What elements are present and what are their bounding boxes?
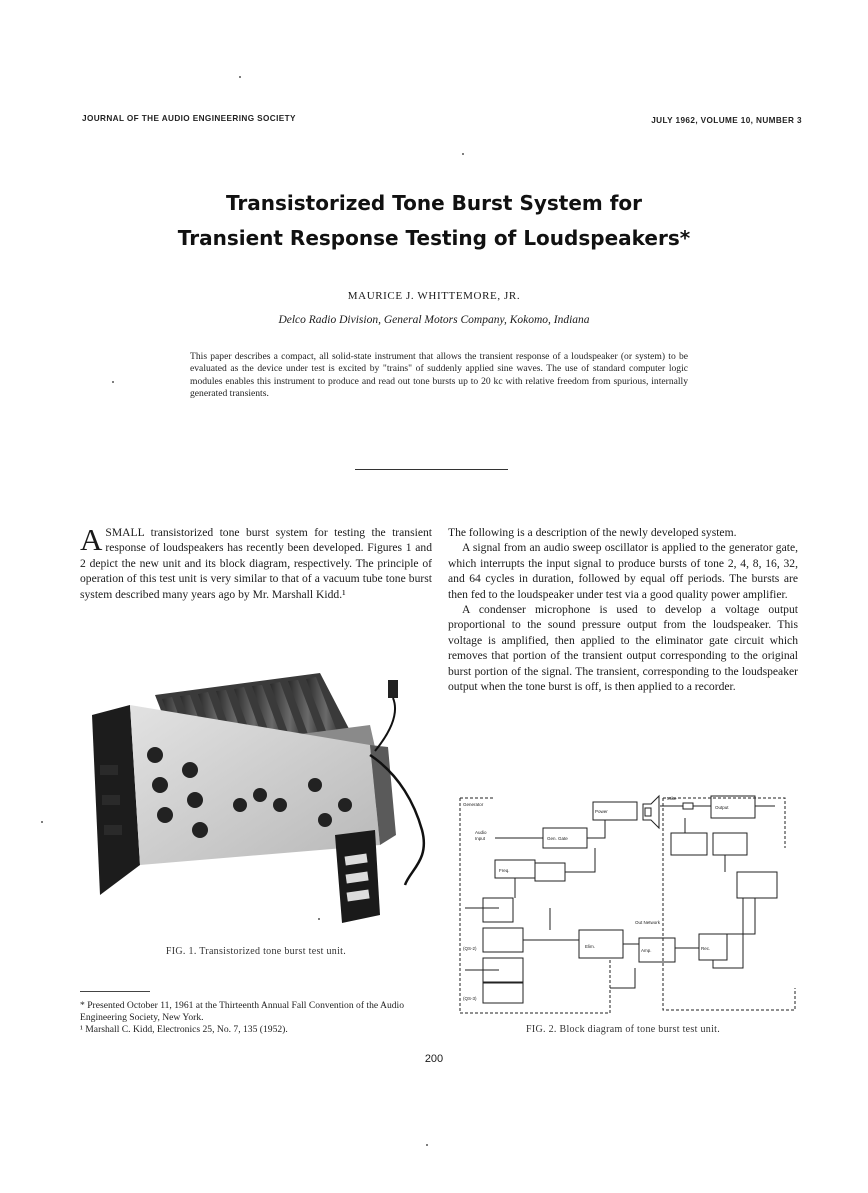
svg-text:Mike: Mike [667,796,677,801]
figure-2-block-diagram [455,788,800,1016]
affiliation: Delco Radio Division, General Motors Company, Kokomo, Indiana [278,314,590,326]
title-line-2: Transient Response Testing of Loudspeakers* [177,226,691,250]
svg-text:Input: Input [475,836,486,841]
right-para-3: A condenser microphone is used to develop a voltage output proportional to the sound pressure output from the loudspeaker. This voltage is amplified, then applied to the eliminator gate circuit which removes that portion of the transient output corresponding to the original burst portion of the signal. The transient, corresponding to the loudspeaker output when the tone burst is off, is then applied to a recorder. [448,603,798,694]
svg-text:Gen. Gate: Gen. Gate [547,836,568,841]
abstract: This paper describes a compact, all solid-state instrument that allows the transient response of a loudspeaker (or system) to be evaluated as the device under test is excited by "trains" of suddenly applied sine waves. The use of standard computer logic modules enables this instrument to produce and read out tone bursts up to 20 kc with relative freedom from spurious, internally generated transients. [190,351,688,399]
figure-1-caption: FIG. 1. Transistorized tone burst test unit. [165,946,347,957]
footnote-2: ¹ Marshall C. Kidd, Electronics 25, No. 7, 135 (1952). [80,1024,288,1035]
svg-text:Freq.: Freq. [499,868,510,873]
svg-text:Power: Power [595,809,608,814]
right-para-1: The following is a description of the newly developed system. [448,526,737,539]
right-para-2: A signal from an audio sweep oscillator is applied to the generator gate, which interrupts the input signal to produce bursts of tone 2, 4, 8, 16, 32, and 64 cycles in duration, followed by equal off periods. The bursts are then fed to the loudspeaker under test via a good quality power amplifier. [448,541,798,601]
svg-text:(QS-2): (QS-2) [463,946,477,951]
author: MAURICE J. WHITTEMORE, JR. [347,290,521,302]
svg-text:Audio: Audio [475,830,487,835]
issue-info: JULY 1962, VOLUME 10, NUMBER 3 [651,116,802,125]
drop-cap: A [80,522,103,557]
section-divider [355,469,508,470]
right-column [448,525,798,694]
footnote-rule [80,991,150,992]
journal-name: JOURNAL OF THE AUDIO ENGINEERING SOCIETY [82,114,296,123]
svg-text:Rec.: Rec. [701,946,711,951]
title-line-1: Transistorized Tone Burst System for [225,191,643,215]
svg-text:Amp.: Amp. [641,948,652,953]
figure-2-caption: FIG. 2. Block diagram of tone burst test unit. [525,1024,721,1035]
left-column [80,522,432,602]
intro-paragraph: SMALL transistorized tone burst system for testing the transient response of loudspeakers has recently been developed. Figures 1 and 2 depict the new unit and its block diagram, respectively. The principle of operation of this test unit is very similar to that of a vacuum tube tone burst system described many years ago by Mr. Marshall Kidd.¹ [80,526,432,601]
footnote-1: * Presented October 11, 1961 at the Thirteenth Annual Fall Convention of the Audio Engineering Society, New York. [80,1000,404,1023]
cord-plug [388,680,398,698]
svg-text:Output: Output [715,805,729,810]
svg-text:(QS-3): (QS-3) [463,996,477,1001]
svg-text:Elim.: Elim. [585,944,595,949]
svg-text:Generator: Generator [463,802,484,807]
svg-text:Out Network: Out Network [635,920,661,925]
page-number: 200 [424,1053,444,1065]
figure-1-photo [70,655,442,935]
front-handle [335,830,380,923]
